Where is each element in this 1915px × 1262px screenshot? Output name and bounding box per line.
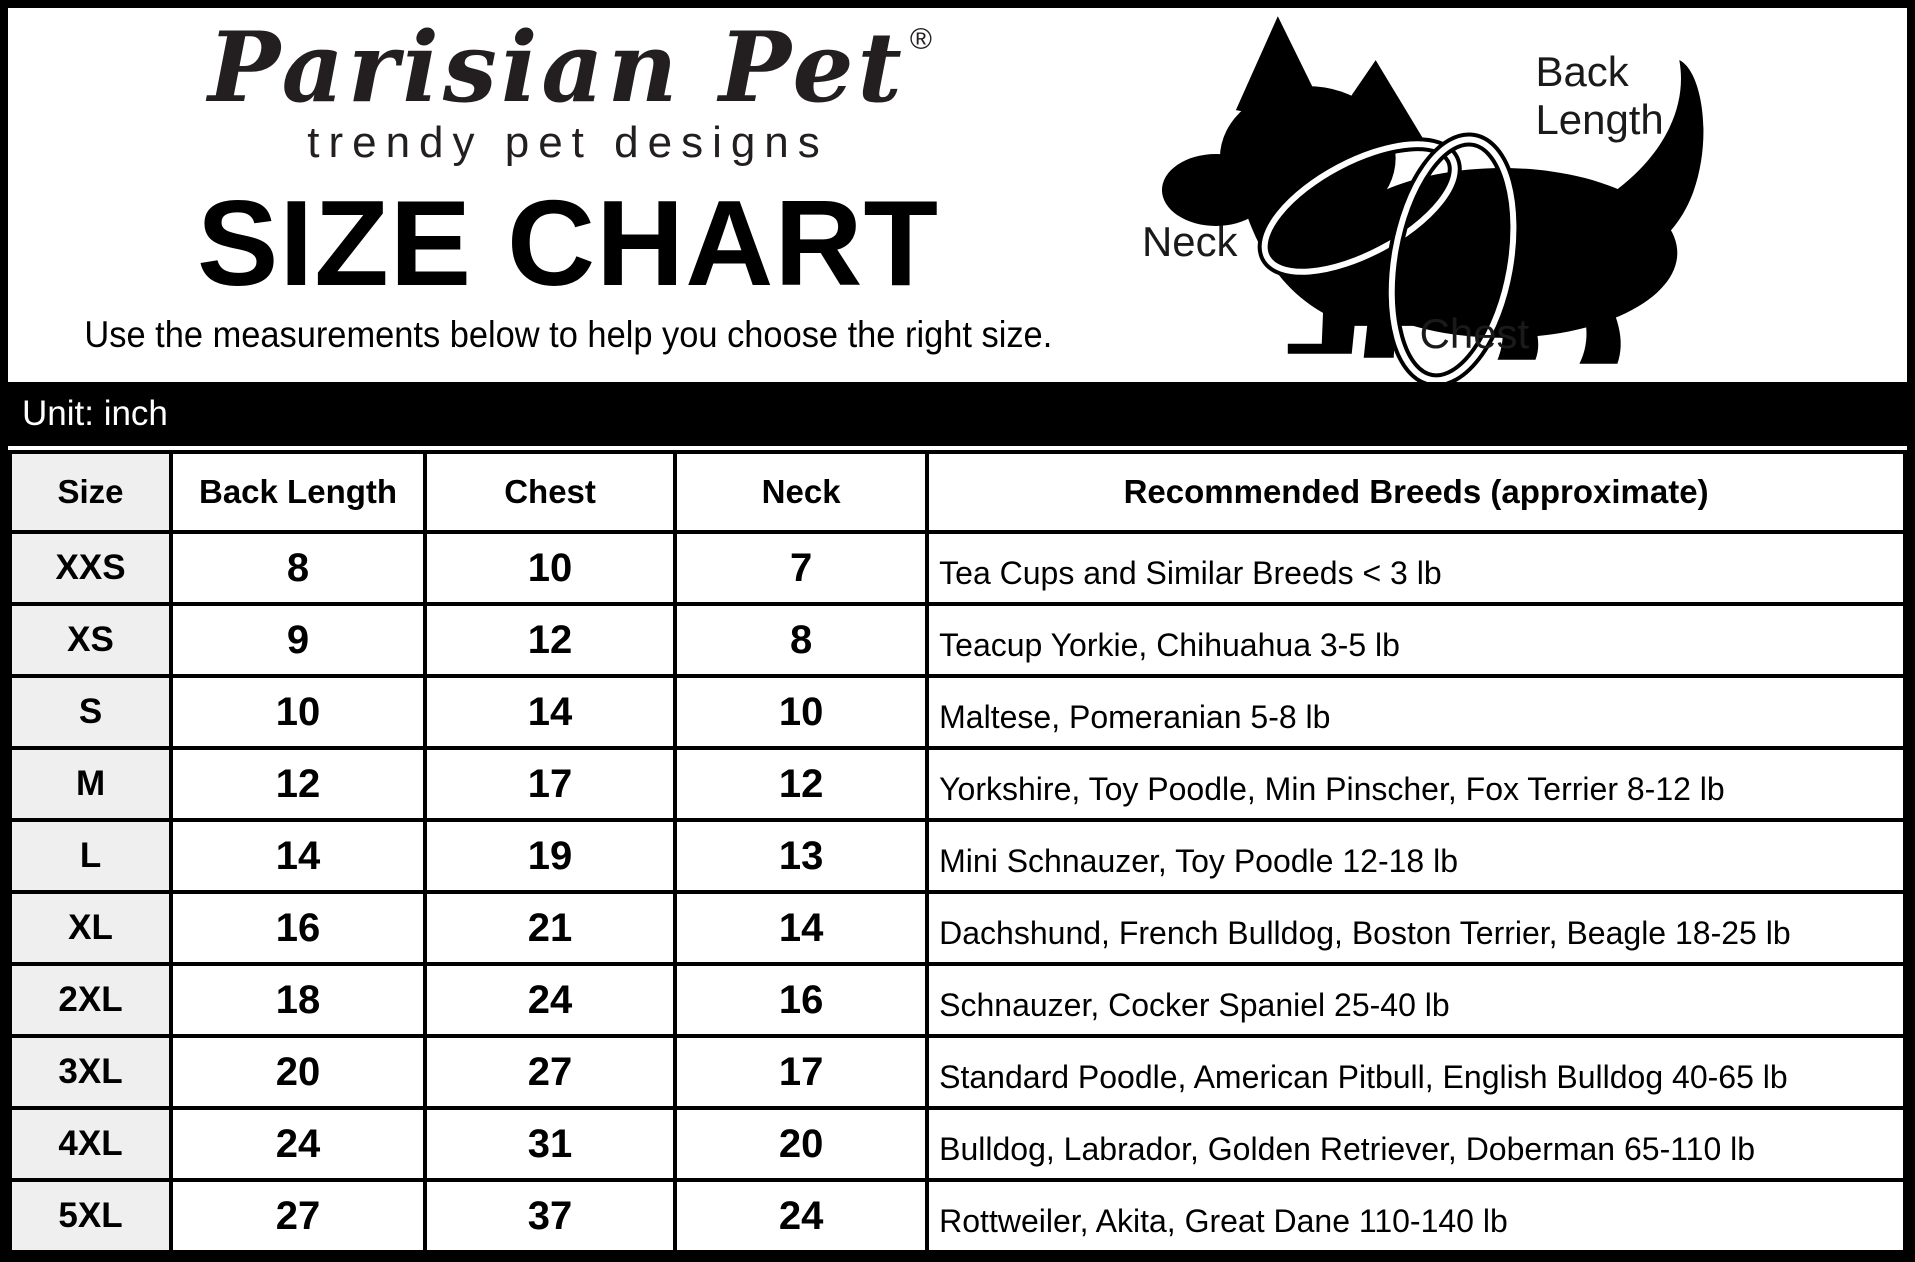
neck-cell: 16 (675, 964, 927, 1036)
table-row (10, 1108, 1905, 1180)
table-row (10, 820, 1905, 892)
table-row (10, 676, 1905, 748)
brand-tagline: trendy pet designs (307, 118, 829, 167)
back-length-label-line2: Length (1535, 96, 1664, 144)
column-header-chest: Chest (425, 452, 675, 532)
neck-cell: 20 (675, 1108, 927, 1180)
back-length-cell: 16 (171, 892, 425, 964)
breeds-cell: Maltese, Pomeranian 5-8 lb (927, 676, 1905, 748)
back-length-cell: 24 (171, 1108, 425, 1180)
size-cell: XXS (10, 532, 171, 604)
breeds-cell: Yorkshire, Toy Poodle, Min Pinscher, Fox Terrier 8-12 lb (927, 748, 1905, 820)
size-table-wrap (8, 450, 1907, 1254)
chest-cell: 17 (425, 748, 675, 820)
header-section (8, 8, 1907, 382)
table-row (10, 1036, 1905, 1108)
chest-cell: 10 (425, 532, 675, 604)
column-header-recommended-breeds: Recommended Breeds (approximate) (927, 452, 1905, 532)
breeds-cell: Rottweiler, Akita, Great Dane 110-140 lb (927, 1180, 1905, 1252)
unit-bar-text: Unit: inch (22, 394, 168, 433)
table-row (10, 748, 1905, 820)
size-cell: L (10, 820, 171, 892)
neck-cell: 17 (675, 1036, 927, 1108)
breeds-cell: Schnauzer, Cocker Spaniel 25-40 lb (927, 964, 1905, 1036)
size-cell: XS (10, 604, 171, 676)
back-length-cell: 8 (171, 532, 425, 604)
back-length-cell: 14 (171, 820, 425, 892)
neck-label: Neck (1141, 217, 1238, 265)
table-row (10, 532, 1905, 604)
size-table-header-row (10, 452, 1905, 532)
neck-cell: 8 (675, 604, 927, 676)
back-length-cell: 18 (171, 964, 425, 1036)
neck-cell: 7 (675, 532, 927, 604)
brand-block (8, 8, 1128, 382)
column-header-neck: Neck (675, 452, 927, 532)
chest-cell: 27 (425, 1036, 675, 1108)
size-cell: 3XL (10, 1036, 171, 1108)
size-cell: 2XL (10, 964, 171, 1036)
chest-cell: 21 (425, 892, 675, 964)
size-cell: S (10, 676, 171, 748)
back-length-cell: 10 (171, 676, 425, 748)
dog-measurement-diagram-icon (1128, 8, 1907, 382)
back-length-cell: 12 (171, 748, 425, 820)
neck-cell: 12 (675, 748, 927, 820)
column-header-size: Size (10, 452, 171, 532)
chest-cell: 12 (425, 604, 675, 676)
size-cell: XL (10, 892, 171, 964)
table-row (10, 604, 1905, 676)
size-table (8, 450, 1907, 1254)
dog-diagram-area (1128, 8, 1907, 382)
table-row (10, 964, 1905, 1036)
back-length-label-line1: Back (1535, 48, 1629, 96)
back-length-cell: 20 (171, 1036, 425, 1108)
column-header-back-length: Back Length (171, 452, 425, 532)
size-cell: M (10, 748, 171, 820)
breeds-cell: Mini Schnauzer, Toy Poodle 12-18 lb (927, 820, 1905, 892)
table-row (10, 892, 1905, 964)
breeds-cell: Standard Poodle, American Pitbull, English Bulldog 40-65 lb (927, 1036, 1905, 1108)
brand-logo: Parisian Pet (208, 11, 906, 124)
neck-cell: 14 (675, 892, 927, 964)
back-length-cell: 27 (171, 1180, 425, 1252)
page-subtitle: Use the measurements below to help you choose the right size. (84, 314, 1052, 355)
chest-cell: 24 (425, 964, 675, 1036)
chest-cell: 31 (425, 1108, 675, 1180)
back-length-cell: 9 (171, 604, 425, 676)
page-title: SIZE CHART (197, 175, 939, 311)
breeds-cell: Tea Cups and Similar Breeds < 3 lb (927, 532, 1905, 604)
breeds-cell: Dachshund, French Bulldog, Boston Terrier, Beagle 18-25 lb (927, 892, 1905, 964)
neck-cell: 13 (675, 820, 927, 892)
chest-label: Chest (1419, 309, 1530, 357)
chest-cell: 14 (425, 676, 675, 748)
logo-row (208, 11, 932, 124)
size-cell: 4XL (10, 1108, 171, 1180)
neck-cell: 24 (675, 1180, 927, 1252)
chest-cell: 37 (425, 1180, 675, 1252)
size-table-body (10, 532, 1905, 1252)
breeds-cell: Bulldog, Labrador, Golden Retriever, Doberman 65-110 lb (927, 1108, 1905, 1180)
chest-cell: 19 (425, 820, 675, 892)
breeds-cell: Teacup Yorkie, Chihuahua 3-5 lb (927, 604, 1905, 676)
registered-trademark: ® (909, 23, 932, 56)
neck-cell: 10 (675, 676, 927, 748)
size-cell: 5XL (10, 1180, 171, 1252)
unit-bar (8, 382, 1907, 446)
table-row (10, 1180, 1905, 1252)
